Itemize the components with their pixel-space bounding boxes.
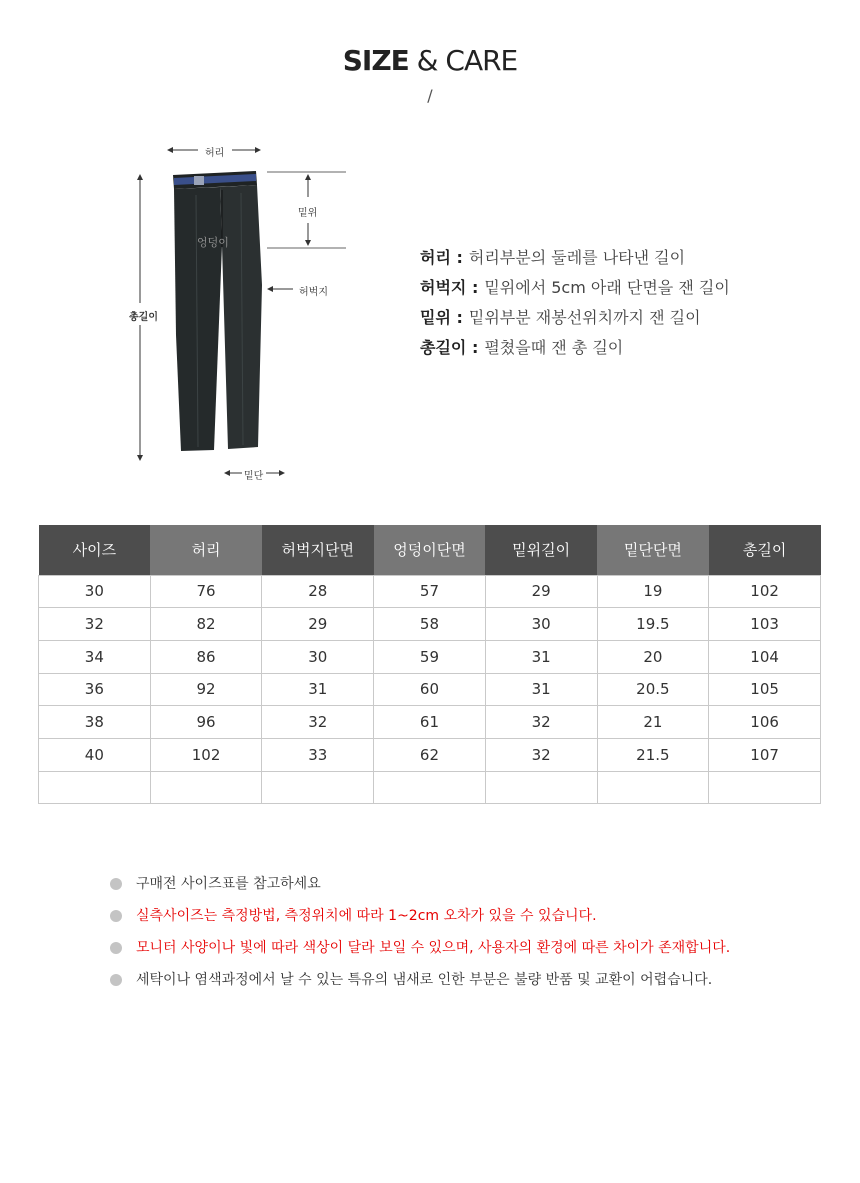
header-size: 사이즈 <box>39 525 151 575</box>
table-row <box>39 575 821 608</box>
table-cell: 102 <box>150 738 262 771</box>
table-cell: 20 <box>597 640 709 673</box>
table-cell <box>374 771 486 804</box>
table-cell: 61 <box>374 706 486 739</box>
page-title <box>0 44 860 77</box>
note-text: 모니터 사양이나 빛에 따라 색상이 달라 보일 수 있으며, 사용자의 환경에 따른 차이가 존재합니다. <box>136 940 731 956</box>
table-row <box>39 673 821 706</box>
table-cell: 29 <box>262 608 374 641</box>
table-cell: 96 <box>150 706 262 739</box>
table-cell: 106 <box>709 706 821 739</box>
table-cell: 105 <box>709 673 821 706</box>
title-divider: / <box>427 86 433 105</box>
care-notes <box>110 868 830 996</box>
definition-rise <box>420 303 840 333</box>
table-cell: 30 <box>39 575 151 608</box>
table-cell <box>262 771 374 804</box>
definition-desc: 허리부분의 둘레를 나타낸 길이 <box>468 248 686 267</box>
table-cell: 92 <box>150 673 262 706</box>
table-cell <box>597 771 709 804</box>
definition-term: 밑위 : <box>420 308 463 327</box>
table-cell: 103 <box>709 608 821 641</box>
length-label: 총길이 <box>129 312 158 323</box>
table-cell: 57 <box>374 575 486 608</box>
title-size: SIZE <box>342 44 409 77</box>
header-hem: 밑단단면 <box>597 525 709 575</box>
table-row <box>39 640 821 673</box>
table-cell: 32 <box>485 706 597 739</box>
table-cell: 32 <box>262 706 374 739</box>
note-text: 구매전 사이즈표를 참고하세요 <box>136 876 321 892</box>
header-hip: 엉덩이단면 <box>374 525 486 575</box>
table-cell: 19.5 <box>597 608 709 641</box>
table-cell: 38 <box>39 706 151 739</box>
table-cell <box>709 771 821 804</box>
table-cell: 20.5 <box>597 673 709 706</box>
definition-term: 허벅지 : <box>420 278 479 297</box>
table-cell <box>150 771 262 804</box>
table-cell: 29 <box>485 575 597 608</box>
thigh-label: 허벅지 <box>299 287 328 298</box>
table-cell: 58 <box>374 608 486 641</box>
table-header-row <box>39 525 821 575</box>
measurement-definitions <box>420 243 840 363</box>
header-length: 총길이 <box>709 525 821 575</box>
table-cell: 107 <box>709 738 821 771</box>
table-cell: 82 <box>150 608 262 641</box>
note-item <box>110 868 830 900</box>
note-item <box>110 900 830 932</box>
table-cell: 31 <box>485 640 597 673</box>
bullet-icon <box>110 910 122 922</box>
hip-label: 엉덩이 <box>197 236 229 249</box>
table-cell <box>39 771 151 804</box>
table-cell: 40 <box>39 738 151 771</box>
title-care: & CARE <box>416 44 518 77</box>
table-cell: 86 <box>150 640 262 673</box>
definition-thigh <box>420 273 840 303</box>
measurement-diagram <box>110 135 360 495</box>
table-cell: 31 <box>485 673 597 706</box>
table-cell: 36 <box>39 673 151 706</box>
definition-desc: 펼쳤을때 잰 총 길이 <box>484 338 624 357</box>
header-rise: 밑위길이 <box>485 525 597 575</box>
table-cell: 102 <box>709 575 821 608</box>
table-row <box>39 608 821 641</box>
table-cell: 60 <box>374 673 486 706</box>
table-cell: 76 <box>150 575 262 608</box>
note-text: 실측사이즈는 측정방법, 측정위치에 따라 1~2cm 오차가 있을 수 있습니다. <box>136 908 597 924</box>
table-cell: 21 <box>597 706 709 739</box>
table-cell: 34 <box>39 640 151 673</box>
definition-desc: 밑위에서 5cm 아래 단면을 잰 길이 <box>484 278 730 297</box>
table-cell: 33 <box>262 738 374 771</box>
table-row <box>39 738 821 771</box>
table-cell: 59 <box>374 640 486 673</box>
definition-term: 허리 : <box>420 248 463 267</box>
table-cell: 32 <box>485 738 597 771</box>
definition-term: 총길이 : <box>420 338 479 357</box>
table-row <box>39 771 821 804</box>
table-cell: 28 <box>262 575 374 608</box>
waist-label: 허리 <box>205 148 225 159</box>
bullet-icon <box>110 974 122 986</box>
table-cell: 32 <box>39 608 151 641</box>
rise-label: 밑위 <box>298 208 318 219</box>
note-item <box>110 964 830 996</box>
definition-length <box>420 333 840 363</box>
table-cell: 104 <box>709 640 821 673</box>
table-cell: 31 <box>262 673 374 706</box>
table-cell: 30 <box>485 608 597 641</box>
size-table <box>38 525 821 804</box>
definition-waist <box>420 243 840 273</box>
bullet-icon <box>110 942 122 954</box>
pants-shape <box>173 171 262 451</box>
hem-label: 밑단 <box>244 471 264 482</box>
note-item <box>110 932 830 964</box>
bullet-icon <box>110 878 122 890</box>
table-cell: 62 <box>374 738 486 771</box>
table-row <box>39 706 821 739</box>
table-cell: 21.5 <box>597 738 709 771</box>
definition-desc: 밑위부분 재봉선위치까지 잰 길이 <box>468 308 701 327</box>
table-cell: 19 <box>597 575 709 608</box>
header-waist: 허리 <box>150 525 262 575</box>
table-cell <box>485 771 597 804</box>
header-thigh: 허벅지단면 <box>262 525 374 575</box>
table-cell: 30 <box>262 640 374 673</box>
note-text: 세탁이나 염색과정에서 날 수 있는 특유의 냄새로 인한 부분은 불량 반품 및 교환이 어렵습니다. <box>136 972 713 988</box>
